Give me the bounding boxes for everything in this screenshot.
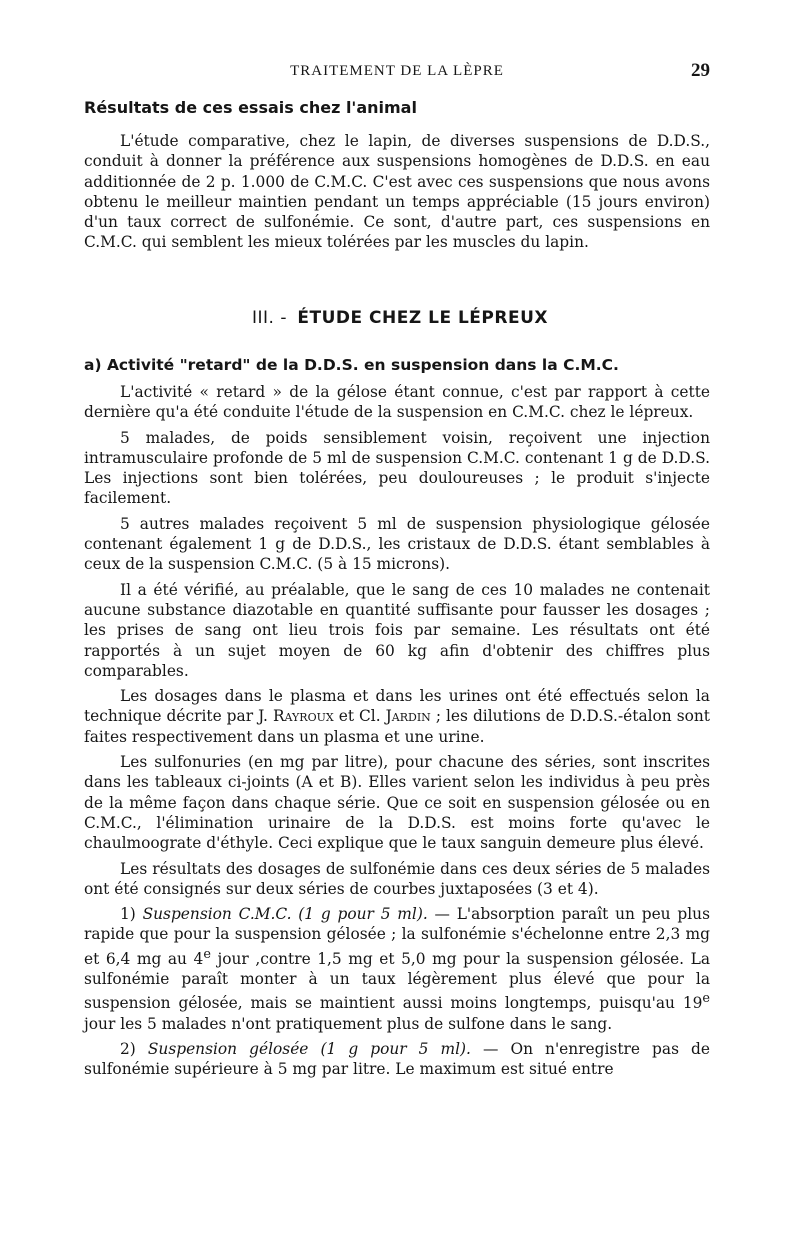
text-run: et Cl. <box>338 707 381 726</box>
text-run: ; les dilutions de D.D.S.-étalon sont faites respectivement dans un plasma et une urine. <box>84 707 710 746</box>
paragraph: Les sulfonuries (en mg par litre), pour chacune des séries, sont inscrites dans les tableaux ci-joints (A et B). Elles varient selon les individus à peu près de la même façon dans chaque série. Que ce soit en suspension gélosée ou en C.M.C., l'élimination urinaire de la D.D.S. est moins forte qu'avec le chaulmoograte d'éthyle. Ceci explique que le taux sanguin demeure plus élevé. <box>84 753 710 853</box>
superscript: e <box>203 946 211 962</box>
text-run: jour les 5 malades n'ont pratiquement plus de sulfone dans le sang. <box>84 1014 613 1033</box>
text-run: — L'absorption paraît un peu plus rapide que pour la suspension gélosée ; la sulfonémie s'échelonne entre 2,3 mg et 6,4 mg au 4 <box>84 905 710 968</box>
item-number: 1) <box>120 905 136 924</box>
paragraph: L'activité « retard » de la gélose étant connue, c'est par rapport à cette dernière qu'a été conduite l'étude de la suspension en C.M.C. chez le lépreux. <box>84 383 710 422</box>
author-name: Rayroux <box>272 707 334 726</box>
running-title: TRAITEMENT DE LA LÈPRE <box>290 63 504 79</box>
section-heading-leprosy-study <box>0 308 800 328</box>
paragraph: Il a été vérifié, au préalable, que le sang de ces 10 malades ne contenait aucune substance diazotable en quantité suffisante pour fausser les dosages ; les prises de sang ont lieu trois fois par semaine. Les résultats ont été rapportés à un sujet moyen de 60 kg afin d'obtenir des chiffres plus comparables. <box>84 580 710 680</box>
section-heading-animal-results: Résultats de ces essais chez l'animal <box>84 98 417 117</box>
author-name: Jardin <box>385 707 431 726</box>
paragraph: L'étude comparative, chez le lapin, de diverses suspensions de D.D.S., conduit à donner la préférence aux suspensions homogènes de D.D.S. en eau additionnée de 2 p. 1.000 de C.M.C. C'est avec ces suspensions que nous avons obtenu le meilleur maintien pendant un temps appréciable (15 jours environ) d'un taux correct de sulfonémie. Ce sont, d'autre part, ces suspensions en C.M.C. qui semblent les mieux tolérées par les muscles du lapin. <box>84 132 710 252</box>
section-body-leprosy <box>84 382 710 1085</box>
subsection-heading-a: a) Activité "retard" de la D.D.S. en suspension dans la C.M.C. <box>84 356 619 374</box>
page-header <box>84 60 710 84</box>
paragraph: Les résultats des dosages de sulfonémie dans ces deux séries de 5 malades ont été consignés sur deux séries de courbes juxtaposées (3 et 4). <box>84 859 710 898</box>
paragraph: 5 autres malades reçoivent 5 ml de suspension physiologique gélosée contenant également 1 g de D.D.S., les cristaux de D.D.S. étant semblables à ceux de la suspension C.M.C. (5 à 15 microns). <box>84 514 710 574</box>
paragraph: 5 malades, de poids sensiblement voisin, reçoivent une injection intramusculaire profonde de 5 ml de suspension C.M.C. contenant 1 g de D.D.S. Les injections sont bien tolérées, peu douloureuses ; le produit s'injecte facilement. <box>84 428 710 508</box>
item-number: 2) <box>120 1040 136 1059</box>
text-run: — On n'enregistre pas de sulfonémie supérieure à 5 mg par litre. Le maximum est situé entre <box>84 1040 710 1079</box>
page-number: 29 <box>691 60 710 81</box>
paragraph <box>84 904 710 1034</box>
item-title: Suspension gélosée (1 g pour 5 ml). <box>147 1040 471 1059</box>
item-title: Suspension C.M.C. (1 g pour 5 ml). <box>142 905 428 924</box>
text-run: jour ,contre 1,5 mg et 5,0 mg pour la suspension gélosée. La sulfonémie paraît monter à un taux légèrement plus élevé que pour la suspension gélosée, mais se maintient aussi moins longtemps, puisqu'au 19 <box>84 949 710 1013</box>
superscript: e <box>702 991 710 1007</box>
section-body-animal <box>84 131 710 258</box>
section-title: ÉTUDE CHEZ LE LÉPREUX <box>297 308 548 328</box>
paragraph <box>84 686 710 747</box>
paragraph <box>84 1039 710 1080</box>
section-number: III. - <box>251 308 287 328</box>
text-run: Les dosages dans le plasma et dans les urines ont été effectués selon la technique décrite par J. <box>84 687 710 726</box>
